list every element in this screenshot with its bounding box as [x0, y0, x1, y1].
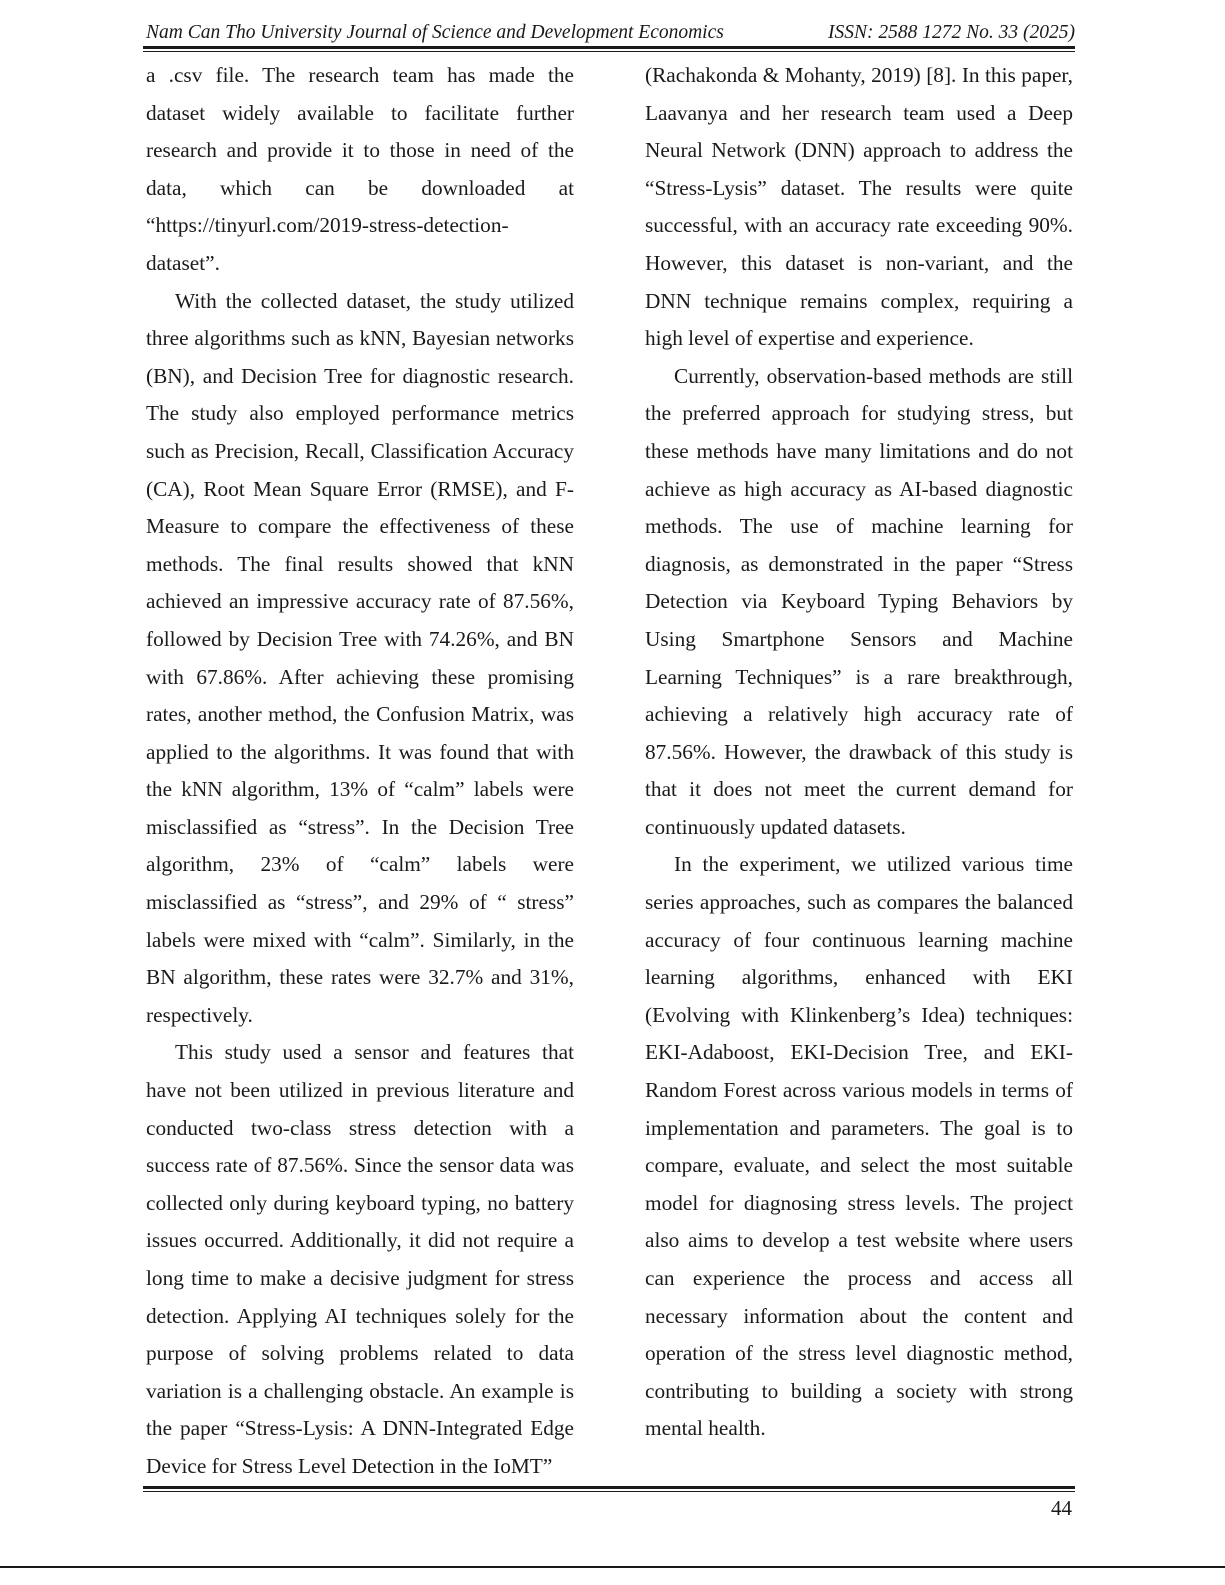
- paragraph: With the collected dataset, the study utilized three algorithms such as kNN, Bayesian networks (BN), and Decision Tree for diagnostic research. The study also employed performance metrics such as Precision, Recall, Classification Accuracy (CA), Root Mean Square Error (RMSE), and F-Measure to compare the effectiveness of these methods. The final results showed that kNN achieved an impressive accuracy rate of 87.56%, followed by Decision Tree with 74.26%, and BN with 67.86%. After achieving these promising rates, another method, the Confusion Matrix, was applied to the algorithms. It was found that with the kNN algorithm, 13% of “calm” labels were misclassified as “stress”. In the Decision Tree algorithm, 23% of “calm” labels were misclassified as “stress”, and 29% of “ stress” labels were mixed with “calm”. Similarly, in the BN algorithm, these rates were 32.7% and 31%, respectively.: [146, 288, 574, 1027]
- header-rule-thin: [143, 51, 1075, 52]
- paragraph: This study used a sensor and features that have not been utilized in previous literature and conducted two-class stress detection with a success rate of 87.56%. Since the sensor data was collected only during keyboard typing, no battery issues occurred. Additionally, it did not require a long time to make a decisive judgment for stress detection. Applying AI techniques solely for the purpose of solving problems related to data variation is a challenging obstacle. An example is the paper “Stress-Lysis: A DNN-Integrated Edge Device for Stress Level Detection in the IoMT”: [146, 1040, 574, 1478]
- footer-rule-thin: [143, 1491, 1075, 1492]
- left-column: [146, 57, 574, 1486]
- paragraph: (Rachakonda & Mohanty, 2019) [8]. In this paper, Laavanya and her research team used a Deep Neural Network (DNN) approach to address the “Stress-Lysis” dataset. The results were quite successful, with an accuracy rate exceeding 90%. However, this dataset is non-variant, and the DNN technique remains complex, requiring a high level of expertise and experience.: [645, 63, 1073, 351]
- paragraph: a .csv file. The research team has made the dataset widely available to facilitate further research and provide it to those in need of the data, which can be downloaded at “https://tinyurl.com/2019-stress-detection-dataset”.: [146, 63, 574, 275]
- paragraph: In the experiment, we utilized various time series approaches, such as compares the balanced accuracy of four continuous learning machine learning algorithms, enhanced with EKI (Evolving with Klinkenberg’s Idea) techniques: EKI-Adaboost, EKI-Decision Tree, and EKI-Random Forest across various models in terms of implementation and parameters. The goal is to compare, evaluate, and select the most suitable model for diagnosing stress levels. The project also aims to develop a test website where users can experience the process and access all necessary information about the content and operation of the stress level diagnostic method, contributing to building a society with strong mental health.: [645, 852, 1073, 1441]
- paragraph: Currently, observation-based methods are still the preferred approach for studying stress, but these methods have many limitations and do not achieve as high accuracy as AI-based diagnostic methods. The use of machine learning for diagnosis, as demonstrated in the paper “Stress Detection via Keyboard Typing Behaviors by Using Smartphone Sensors and Machine Learning Techniques” is a rare breakthrough, achieving a relatively high accuracy rate of 87.56%. However, the drawback of this study is that it does not meet the current demand for continuously updated datasets.: [645, 363, 1073, 839]
- footer-rule: [143, 1486, 1075, 1489]
- running-header: [146, 20, 1075, 46]
- page-bottom-edge: [0, 1566, 1225, 1568]
- journal-title: Nam Can Tho University Journal of Science and Development Economics: [146, 22, 724, 43]
- issn-issue: ISSN: 2588 1272 No. 33 (2025): [828, 22, 1075, 43]
- page-number: 44: [1051, 1496, 1072, 1520]
- right-column: [645, 57, 1073, 1448]
- header-rule: [143, 46, 1075, 49]
